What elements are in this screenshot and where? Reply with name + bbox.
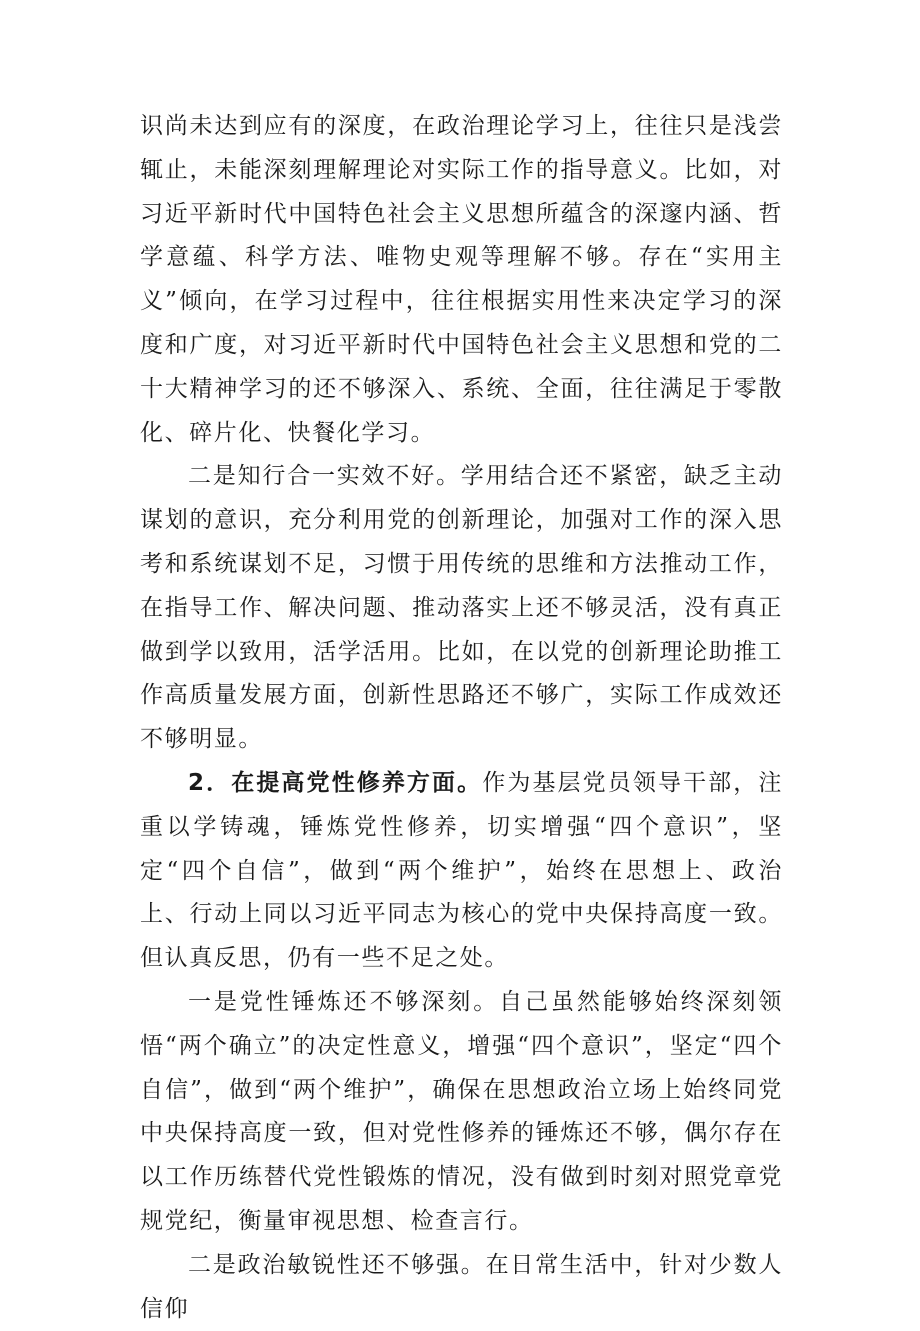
- paragraph-continuation: [140, 105, 783, 455]
- paragraph-party-tempering: [140, 981, 783, 1244]
- paragraph-knowledge-practice: [140, 455, 783, 762]
- paragraph-political-sensitivity: [140, 1244, 783, 1331]
- paragraph-text: 二是政治敏锐性还不够强。在日常生活中，针对少数人信仰: [140, 1251, 783, 1322]
- paragraph-text: 二是知行合一实效不好。学用结合还不紧密，缺乏主动谋划的意识，充分利用党的创新理论，加强对工作的深入思考和系统谋划不足，习惯于用传统的思维和方法推动工作，在指导工作、解决问题、推动落实上还不够灵活，没有真正做到学以致用，活学活用。比如，在以党的创新理论助推工作高质量发展方面，创新性思路还不够广，实际工作成效还不够明显。: [140, 463, 783, 753]
- paragraph-text: 一是党性锤炼还不够深刻。自己虽然能够始终深刻领悟“两个确立”的决定性意义，增强“四个意识”，坚定“四个自信”，做到“两个维护”，确保在思想政治立场上始终同党中央保持高度一致，但对党性修养的锤炼还不够，偶尔存在以工作历练替代党性锻炼的情况，没有做到时刻对照党章党规党纪，衡量审视思想、检查言行。: [140, 988, 783, 1234]
- paragraph-party-spirit-section: [140, 762, 783, 981]
- paragraph-text: 识尚未达到应有的深度，在政治理论学习上，往往只是浅尝辄止，未能深刻理解理论对实际工作的指导意义。比如，对习近平新时代中国特色社会主义思想所蕴含的深邃内涵、哲学意蕴、科学方法、唯物史观等理解不够。存在“实用主义”倾向，在学习过程中，往往根据实用性来决定学习的深度和广度，对习近平新时代中国特色社会主义思想和党的二十大精神学习的还不够深入、系统、全面，往往满足于零散化、碎片化、快餐化学习。: [140, 113, 783, 446]
- paragraph-text: 作为基层党员领导干部，注重以学铸魂，锤炼党性修养，切实增强“四个意识”，坚定“四个自信”，做到“两个维护”，始终在思想上、政治上、行动上同以习近平同志为核心的党中央保持高度一致。但认真反思，仍有一些不足之处。: [140, 769, 783, 972]
- section-heading: 2．在提高党性修养方面。: [188, 769, 483, 796]
- document-body: [140, 105, 783, 1331]
